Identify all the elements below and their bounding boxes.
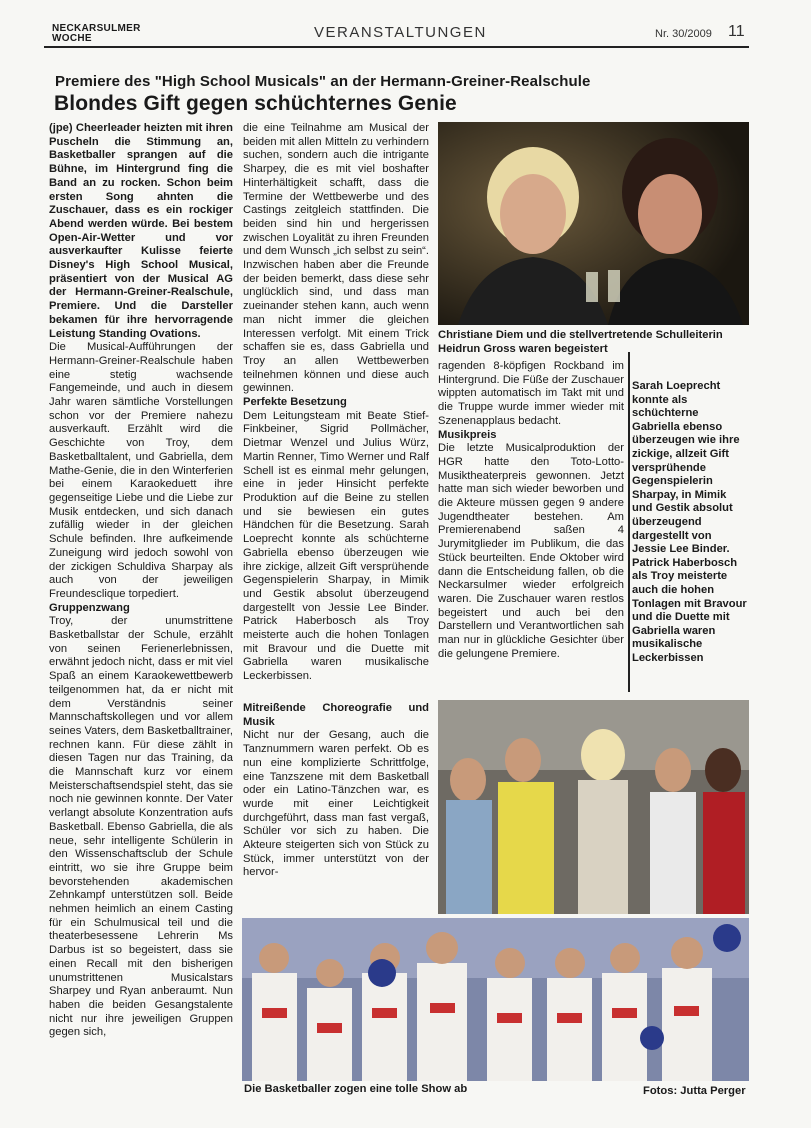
sidebar-quote: Sarah Loeprecht konnte als schüchterne Gabriella ebenso überzeugen wie ihre zickige, allzeit Gift versprühende Gegenspielerin Sharpay, in Mimik und Gestik absolut überzeugend dargestellt von Jessie Lee Binder. Patrick Haberbosch als Troy meisterte auch die hohen Tonlagen mit Bravour und die Duette mit Gabriella waren musikalische Leckerbissen — [632, 380, 747, 664]
page-number: 11 — [728, 23, 745, 40]
article-kicker: Premiere des "High School Musicals" an der Hermann-Greiner-Realschule — [55, 73, 591, 90]
photo-credit: Fotos: Jutta Perger — [643, 1085, 746, 1097]
article-paragraph: Die letzte Musicalproduktion der HGR hatte den Toto-Lotto-Musiktheaterpreis gewonnen. Jetzt hatte man sich wieder beworben und die Akteure müssen gegen 9 andere Jugendtheater bestehen. Am Premierenabend saßen 4 Jurymitglieder im Publikum, die das Stück beurteilten. Ende Oktober wird dann die Entscheidung fallen, ob die Neckarsulmer wieder erfolgreich waren. Die Zuschauer waren restlos begeistert und auch bei den Darstellern und Verantwortlichen sah man nur in glückliche Gesichter über die gelungene Premiere. — [438, 442, 624, 660]
photo-caption: Die Basketballer zogen eine tolle Show ab — [244, 1083, 468, 1095]
subheading: Mitreißende Choreografie und Musik — [243, 702, 429, 728]
photo-basketball-players — [242, 918, 749, 1081]
photo-stage-performers — [438, 700, 749, 914]
article-headline: Blondes Gift gegen schüchternes Genie — [54, 92, 457, 115]
article-paragraph: die eine Teilnahme am Musical der beiden mit allen Mitteln zu verhindern suchen, sondern auch die intrigante Sharpey, die es mit viel boshafter Hinterhältigkeit schafft, dass die Termine der Wettbewerbe und des Castings zeitgleich stattfinden. Die beiden sind hin und hergerissen zwischen Loyalität zu ihren Freunden und dem Wunsch „ich selbst zu sein“. Inzwischen haben aber die Freunde der beiden bemerkt, dass diese sehr unglücklich sind, und dass man zueinander stehen kann, auch wenn man nicht immer die gleichen Interessen verfolgt. Mit einem Trick schaffen sie es, dass Gabriella und Troy an allen Wettbewerben teilnehmen können und diese auch gewinnen. — [243, 122, 429, 395]
article-column-1 — [49, 122, 233, 1080]
subheading: Gruppenzwang — [49, 601, 130, 614]
article-paragraph: Dem Leitungsteam mit Beate Stief-Finkbeiner, Sigrid Pollmächer, Dietmar Wenzel und Julius Würz, Martin Renner, Timo Werner und Ralf Schell ist es einmal mehr gelungen, eine in jeder Hinsicht perfekte Produktion auf die Beine zu stellen und sie bewiesen ein gutes Händchen für die Besetzung. Sarah Loeprecht konnte als schüchterne Gabriella ebenso überzeugen wie ihre zickige, allzeit Gift versprühende Gegenspielerin Sharpay, in Mimik und Gestik absolut überzeugend dargestellt von Jessie Lee Binder. Patrick Haberbosch als Troy meisterte auch die hohen Tonlagen mit Bravour und die Duette mit Gabriella waren musikalische Leckerbissen. — [243, 409, 429, 683]
paper-name-line1: NECKARSULMER — [52, 23, 141, 34]
article-paragraph: ragenden 8-köpfigen Rockband im Hintergrund. Die Füße der Zuschauer wippten automatisch im Takt mit und die Truppe wurde immer wieder mit Szenenapplaus bedacht. — [438, 360, 624, 427]
photo-two-women — [438, 122, 749, 325]
photo-caption: Christiane Diem und die stellvertretende Schulleiterin Heidrun Gross waren begeistert — [438, 329, 723, 355]
article-column-2 — [243, 122, 429, 702]
article-paragraph: Nicht nur der Gesang, auch die Tanznummern waren perfekt. Ob es nun eine komplizierte Schrittfolge, eine Tanzszene mit dem Basketball oder ein Latino-Tänzchen war, es wurde mit einer Leichtigkeit durchgeführt, dass man fast vergaß, Schüler vor sich zu haben. Die Akteure steigerten sich von Stück zu Stück, immer unterstützt von der hervor- — [243, 729, 429, 879]
article-lead: (jpe) Cheerleader heizten mit ihren Puscheln die Stimmung an, Basketballer sprangen auf die Bühne, im Hintergrund fing die Band an zu rocken. Schon beim ersten Song ahnten die Zuschauer, dass es ein rockiger Abend werden würde. Bei bestem Open-Air-Wetter und vor ausverkaufter Kulisse feierte Disney's High School Musical, präsentiert von der Musical AG der Hermann-Greiner-Realschule, Premiere. Und die Darsteller bekamen für ihre hervorragende Leistung Standing Ovations. — [49, 122, 233, 340]
article-column-3 — [438, 360, 624, 698]
section-label: VERANSTALTUNGEN — [314, 24, 487, 41]
article-column-2-lower — [243, 702, 429, 914]
masthead — [44, 22, 749, 48]
paper-name — [52, 24, 141, 44]
issue-number: Nr. 30/2009 — [655, 28, 712, 40]
subheading: Musikpreis — [438, 428, 497, 441]
article-paragraph: Troy, der unumstrittene Basketballstar der Schule, erzählt von seinen Ferienerlebnissen, erwähnt jedoch nicht, dass er mit viel Spaß an einem Karaokewettbewerb teilgenommen hat, da er nicht mit dem Verständnis seiner Mannschaftskollegen und vor allem seines Vaters, dem Basketballtrainer, rechnen kann. Für diese zählt in diesen Tagen nur das Training, da die Mannschaft kurz vor einem Meisterschaftsendspiel steht, das sie noch nie gewinnen konnte. Der Vater verlangt absolute Konzentration aufs Basketball. Ebenso Gabriella, die als neue, sehr intelligente Schülerin in den Wissenschaftsclub der Schule eintritt, wo sie ihre Gruppe beim bevorstehenden akademischen Zehnkampf unterstützen soll. Beide nehmen heimlich an einem Casting für ein Schulmusical teil und die theaterbesessene Lehrerin Ms Darbus ist so begeistert, dass sie einen Recall mit den bisherigen unumstrittenen Musicalstars Sharpey und Ryan anberaumt. Nun haben die beiden Gesangstalente nicht nur ihre jeweiligen Gruppen gegen sich, — [49, 615, 233, 1039]
paper-name-line2: WOCHE — [52, 33, 92, 44]
article-paragraph: Die Musical-Aufführungen der Hermann-Greiner-Realschule haben eine stetig wachsende Fangemeinde, und auch in diesem Jahr waren sämtliche Vorstellungen schon vor der Premiere nahezu ausverkauft. Erzählt wird die Geschichte von Troy, dem Basketballtalent, und Gabriella, dem Mathe-Genie, die in den Winterferien bei einem Karaokeduett ihre gegenseitige Liebe und die Liebe zur Musik entdecken, und sich danach zufällig wieder in der gleichen Schule befinden. Ihre aufkeimende Zuneigung wird jedoch sowohl von der zickigen Schuldiva Sharpay als auch von der jeweiligen Freundesclique torpediert. — [49, 341, 233, 600]
subheading: Perfekte Besetzung — [243, 396, 347, 409]
sidebar-rule — [628, 352, 630, 692]
